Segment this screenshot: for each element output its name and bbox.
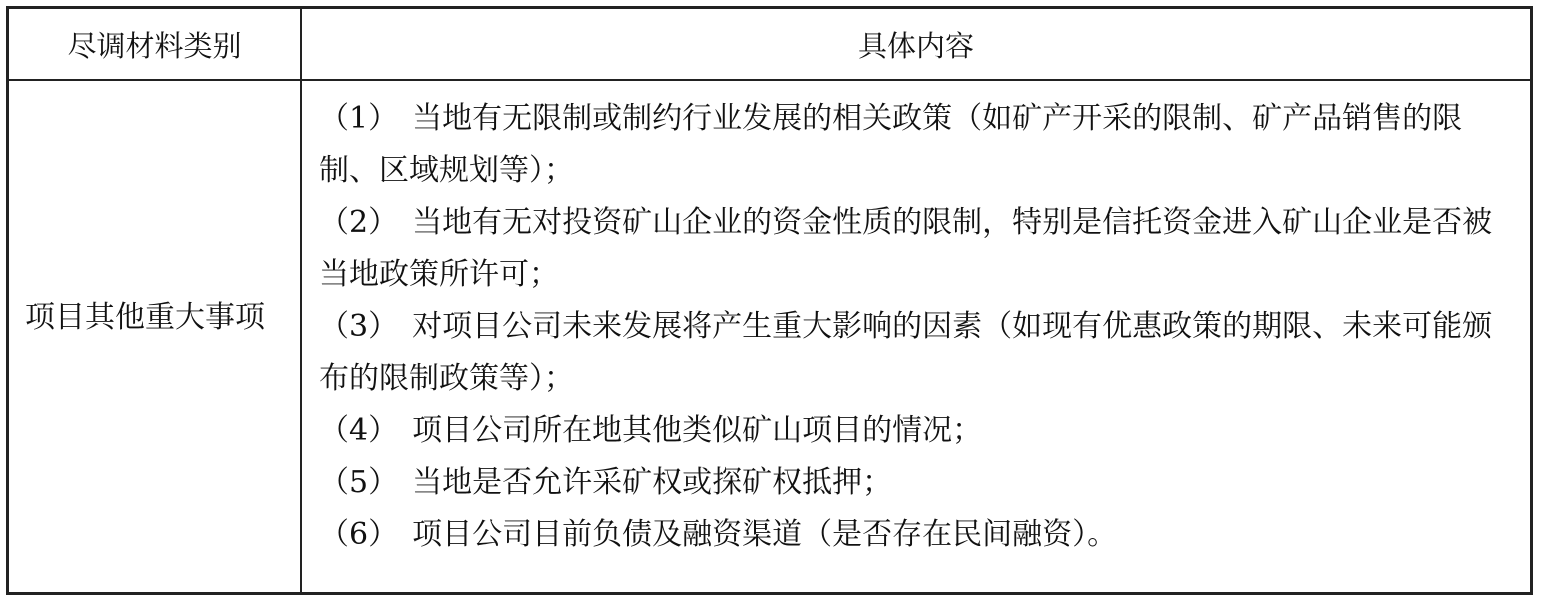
- item-number: （4）: [319, 413, 399, 448]
- header-content: 具体内容: [857, 28, 974, 63]
- item-number: （3）: [319, 309, 399, 344]
- content-item-6: [319, 509, 1521, 561]
- content-item-5: [319, 457, 1521, 509]
- due-diligence-table: [6, 6, 1533, 595]
- header-category: 尽调材料类别: [67, 28, 242, 63]
- item-text: 当地是否允许采矿权或探矿权抵押；: [412, 465, 893, 500]
- category-cell: 项目其他重大事项: [25, 300, 265, 335]
- item-number: （2）: [319, 205, 399, 240]
- content-cell: [319, 93, 1521, 561]
- item-number: （5）: [319, 465, 399, 500]
- item-text: 当地有无限制或制约行业发展的相关政策（如矿产开采的限制、矿产品销售的限制、区域规划等）；: [319, 101, 1463, 188]
- column-divider: [300, 9, 302, 592]
- content-item-3: [319, 301, 1521, 405]
- item-text: 项目公司目前负债及融资渠道（是否存在民间融资）。: [412, 517, 1118, 552]
- content-item-1: [319, 93, 1521, 197]
- item-text: 项目公司所在地其他类似矿山项目的情况；: [412, 413, 983, 448]
- item-text: 对项目公司未来发展将产生重大影响的因素（如现有优惠政策的期限、未来可能颁布的限制政策等）；: [319, 309, 1493, 396]
- item-text: 当地有无对投资矿山企业的资金性质的限制，特别是信托资金进入矿山企业是否被当地政策所许可；: [319, 205, 1493, 292]
- content-item-2: [319, 197, 1521, 301]
- item-number: （1）: [319, 101, 399, 136]
- content-item-4: [319, 405, 1521, 457]
- header-divider: [9, 79, 1530, 81]
- item-number: （6）: [319, 517, 399, 552]
